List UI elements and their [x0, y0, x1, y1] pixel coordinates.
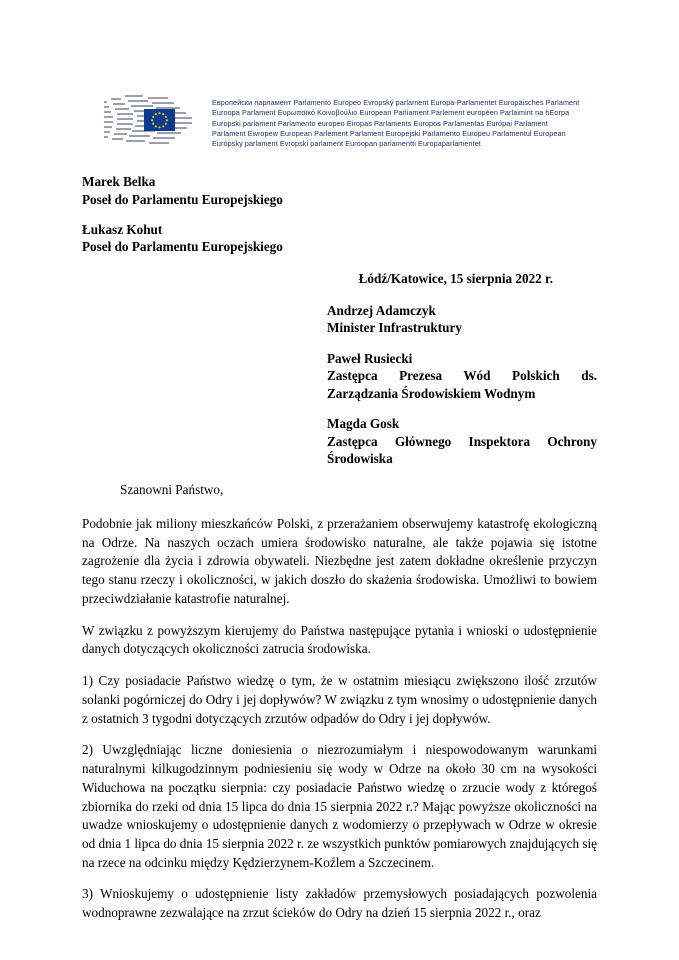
- salutation: Szanowni Państwo,: [120, 482, 224, 497]
- recipient-name: Paweł Rusiecki: [327, 350, 413, 366]
- letterhead: [0, 0, 679, 149]
- paragraph: 1) Czy posiadacie Państwo wiedzę o tym, że w ostatnim miesiącu zwiększono ilość zrzutów solanki pogórniczej do Odry i jej dopływów? W związku z tym wnosimy o udostępnienie danych z ostatnich 3 tygodni dotyczących zrzutów odpadów do Odry i jej dopływów.: [82, 673, 597, 726]
- recipient: [327, 302, 597, 337]
- recipient: [327, 415, 597, 468]
- recipient-list: [82, 302, 597, 468]
- language-line: Европейски парламент Parlamento Europeo Evropský parlament Europa-Parlamentet Europäisches Parlament: [212, 98, 580, 107]
- paragraph: W związku z powyższym kierujemy do Państwa następujące pytania i wnioski o udostępnienie danych dotyczących okoliczności zatrucia środowiska.: [82, 622, 597, 657]
- paragraph: Podobnie jak miliony mieszkańców Polski, z przerażaniem obserwujemy katastrofę ekologiczną na Odrze. Na naszych oczach umiera środowisko naturalne, ale także pojawia się istotne zagrożenie dla życia i zdrowia obywateli. Niezbędne jest zatem dokładne określenie przyczyn tego stanu rzeczy i okoliczności, w jakich doszło do skażenia środowiska. Umożliwi to bowiem przeciwdziałanie katastrofie naturalnej.: [82, 515, 597, 606]
- sender-name: Łukasz Kohut: [82, 221, 163, 237]
- sender-role: Poseł do Parlamentu Europejskiego: [82, 239, 283, 255]
- recipient-role: Zastępca Głównego Inspektora Ochrony Środowiska: [327, 433, 597, 467]
- recipient-role: Zastępca Prezesa Wód Polskich ds. Zarządzania Środowiskiem Wodnym: [327, 368, 597, 401]
- language-line: Europski parlament Parlamento europeo Eiropas Parlaments Europos Parlamentas Európai Parlament: [212, 118, 548, 128]
- paragraph: 2) Uwzględniając liczne doniesienia o niezrozumiałym i niespowodowanym warunkami naturalnymi kilkugodzinnym podniesieniu się wody w Odrze na około 30 cm na wysokości Widuchowa na początku sierpnia: czy posiadacie Państwo wiedzę o zrzucie wody z któregoś zbiornika do rzeki od dnia 15 lipca do dnia 15 sierpnia 2022 r.? Mając powyższe okoliczności na uwadze wnioskujemy o udostępnienie danych z wodomierzy o przepływach w Odrze w okresie od dnia 1 lipca do dnia 15 sierpnia 2022 r. ze wszystkich punktów pomiarowych znajdujących się na rzece na odcinku między Kędzierzynem-Koźlem a Szczecinem.: [82, 742, 597, 870]
- recipient: [327, 350, 597, 403]
- sender: [82, 221, 597, 256]
- sender-role: Poseł do Parlamentu Europejskiego: [82, 192, 283, 208]
- language-line: Euroopa Parlament Ευρωπαϊκό Κοινοβούλιο European Parliament Parlement européen Parlaimint na hEorpa: [212, 108, 570, 118]
- recipient-role: Minister Infrastruktury: [327, 320, 462, 336]
- paragraph: 3) Wnioskujemy o udostępnienie listy zakładów przemysłowych posiadających pozwolenia wodnoprawne zezwalające na zrzut ścieków do Odry na dzień 15 sierpnia 2022 r., oraz: [82, 886, 597, 921]
- sender: [82, 173, 597, 208]
- language-line: Parlament Ewropew European Parlement Parlament Europejski Parlamento Europeu Parlamentul European: [212, 128, 566, 138]
- place-and-date: Łódź/Katowice, 15 sierpnia 2022 r.: [358, 270, 553, 286]
- sender-list: [82, 173, 597, 255]
- european-parliament-logo-icon: [104, 95, 200, 147]
- sender-name: Marek Belka: [82, 174, 156, 190]
- language-list: [212, 95, 579, 149]
- recipient-name: Andrzej Adamczyk: [327, 302, 436, 318]
- recipient-name: Magda Gosk: [327, 416, 400, 432]
- language-line: Európsky parlament Evropski parlament Euroopan parlamentti Europaparlamentet: [212, 139, 481, 149]
- letter-body: [0, 173, 679, 922]
